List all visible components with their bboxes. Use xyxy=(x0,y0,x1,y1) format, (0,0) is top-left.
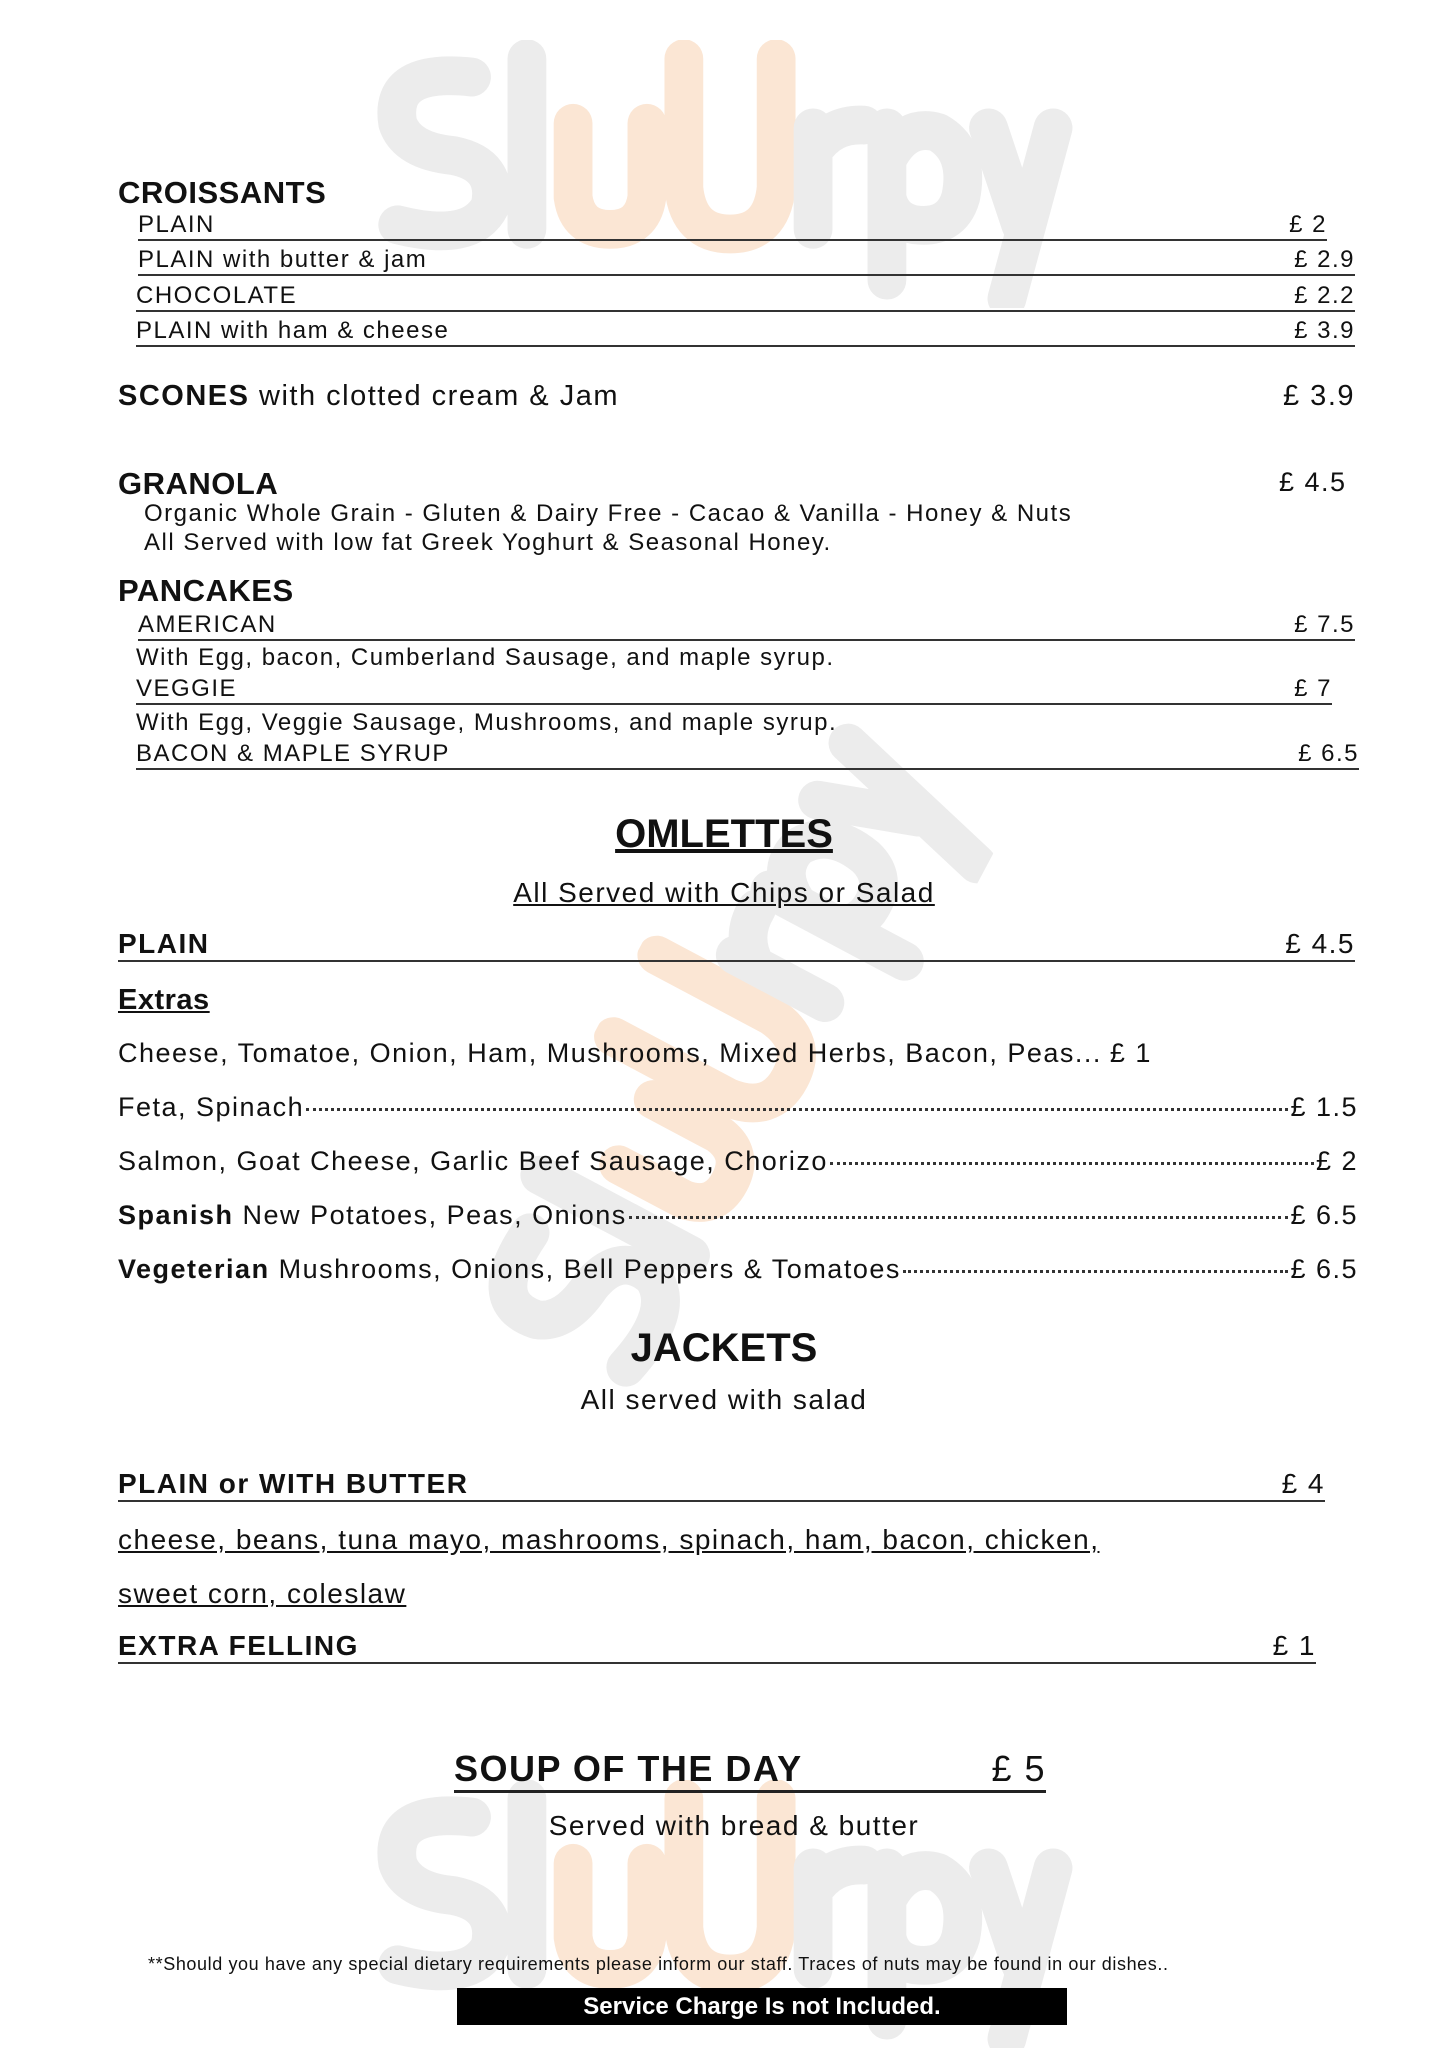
scones-title: SCONES xyxy=(118,380,250,412)
granola-price: £ 4.5 xyxy=(1279,467,1347,497)
item-desc: With Egg, bacon, Cumberland Sausage, and maple syrup. xyxy=(136,644,835,671)
extra-item xyxy=(118,1092,1358,1123)
menu-item xyxy=(138,246,1355,276)
menu-item xyxy=(136,675,1332,705)
special-item xyxy=(118,1254,1358,1285)
item-name: Feta, Spinach xyxy=(118,1092,305,1122)
extra-item xyxy=(118,1038,1358,1069)
dietary-note: **Should you have any special dietary requirements please inform our staff. Traces of nuts may be found in our dishes.. xyxy=(148,1954,1169,1974)
item-desc: New Potatoes, Peas, Onions xyxy=(242,1200,627,1230)
item-name: BACON & MAPLE SYRUP xyxy=(136,740,450,767)
item-price: £ 2 xyxy=(1315,1146,1358,1176)
item-price: £ 6.5 xyxy=(1290,1200,1358,1230)
item-price: £ 1 xyxy=(1272,1630,1316,1661)
pancakes-title: PANCAKES xyxy=(118,573,294,608)
omlettes-subtitle: All Served with Chips or Salad xyxy=(513,877,935,908)
item-price: £ 4 xyxy=(1281,1468,1325,1499)
item-name: Salmon, Goat Cheese, Garlic Beef Sausage, Chorizo xyxy=(118,1146,828,1176)
menu-item xyxy=(136,317,1355,347)
item-price: £ 2.2 xyxy=(1294,282,1355,309)
granola-title: GRANOLA xyxy=(118,466,279,501)
fillings-line: cheese, beans, tuna mayo, mashrooms, spinach, ham, bacon, chicken, xyxy=(118,1524,1100,1555)
extra-item xyxy=(118,1146,1358,1177)
item-name: Vegeterian xyxy=(118,1254,270,1284)
menu-item xyxy=(138,611,1355,641)
menu-item xyxy=(118,1630,1316,1664)
fillings-line: sweet corn, coleslaw xyxy=(118,1578,407,1609)
menu-item xyxy=(138,211,1327,241)
item-price: £ 6.5 xyxy=(1290,1254,1358,1284)
item-name: PLAIN or WITH BUTTER xyxy=(118,1468,469,1499)
menu-item xyxy=(118,928,1355,962)
menu-item xyxy=(136,740,1359,770)
menu-item xyxy=(118,1468,1325,1502)
soup-title: SOUP OF THE DAY xyxy=(454,1748,803,1789)
item-name: VEGGIE xyxy=(136,675,238,702)
granola-desc-line: All Served with low fat Greek Yoghurt & Seasonal Honey. xyxy=(144,529,832,556)
item-name: Cheese, Tomatoe, Onion, Ham, Mushrooms, Mixed Herbs, Bacon, Peas... xyxy=(118,1038,1102,1068)
item-price: £ 3.9 xyxy=(1294,317,1355,344)
jackets-title: JACKETS xyxy=(630,1326,818,1370)
extras-title: Extras xyxy=(118,984,210,1016)
item-name: CHOCOLATE xyxy=(136,282,298,309)
service-charge-banner: Service Charge Is not Included. xyxy=(457,1988,1067,2025)
item-price: £ 1 xyxy=(1109,1038,1152,1068)
item-price: £ 7 xyxy=(1294,675,1332,702)
item-name: PLAIN with ham & cheese xyxy=(136,317,450,344)
item-desc: Mushrooms, Onions, Bell Peppers & Tomatoes xyxy=(278,1254,901,1284)
scones-price: £ 3.9 xyxy=(1283,380,1355,412)
item-name: Spanish xyxy=(118,1200,234,1230)
omlettes-title: OMLETTES xyxy=(615,812,833,856)
item-price: £ 2.9 xyxy=(1294,246,1355,273)
item-price: £ 1.5 xyxy=(1290,1092,1358,1122)
soup-subtitle: Served with bread & butter xyxy=(548,1810,920,1841)
scones-desc: with clotted cream & Jam xyxy=(259,380,619,412)
menu-item xyxy=(136,282,1355,312)
scones-item xyxy=(118,380,1355,413)
special-item xyxy=(118,1200,1358,1231)
item-desc: With Egg, Veggie Sausage, Mushrooms, and maple syrup. xyxy=(136,709,838,736)
soup-price: £ 5 xyxy=(991,1748,1046,1789)
item-name: EXTRA FELLING xyxy=(118,1630,359,1661)
item-name: PLAIN xyxy=(118,928,210,959)
item-price: £ 2 xyxy=(1289,211,1327,238)
jackets-subtitle: All served with salad xyxy=(580,1384,868,1415)
item-price: £ 4.5 xyxy=(1285,928,1355,959)
soup-item xyxy=(454,1748,1046,1793)
croissants-title: CROISSANTS xyxy=(118,175,327,210)
granola-desc-line: Organic Whole Grain - Gluten & Dairy Free - Cacao & Vanilla - Honey & Nuts xyxy=(144,500,1073,527)
item-price: £ 6.5 xyxy=(1298,740,1359,767)
item-name: PLAIN xyxy=(138,211,215,238)
item-price: £ 7.5 xyxy=(1294,611,1355,638)
item-name: PLAIN with butter & jam xyxy=(138,246,428,273)
item-name: AMERICAN xyxy=(138,611,277,638)
